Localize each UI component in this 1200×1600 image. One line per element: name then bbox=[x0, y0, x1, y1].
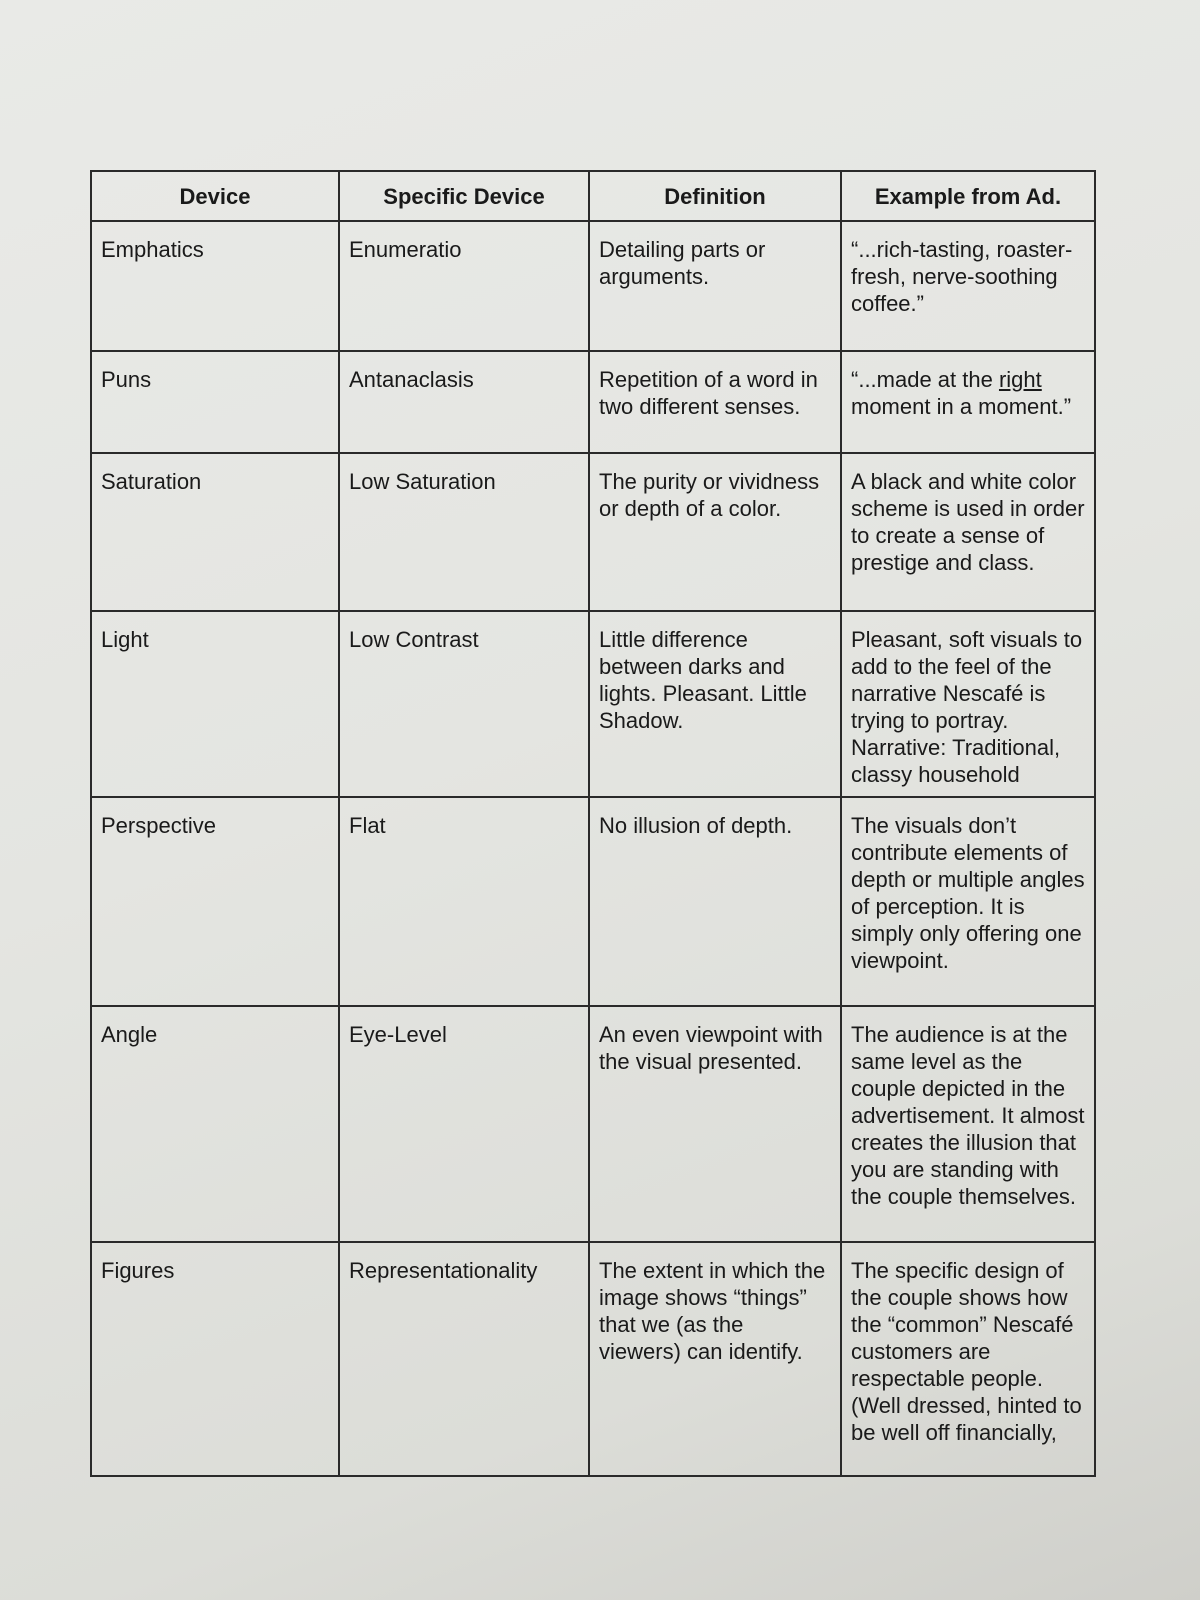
header-example: Example from Ad. bbox=[841, 171, 1095, 221]
table-row bbox=[91, 453, 1095, 611]
example-cell: The visuals don’t contribute elements of depth or multiple angles of perception. It is simply only offering one viewpoint. bbox=[841, 797, 1095, 1006]
device-cell: Light bbox=[91, 611, 339, 797]
definition-cell: An even viewpoint with the visual presented. bbox=[589, 1006, 841, 1242]
definition-cell: Detailing parts or arguments. bbox=[589, 221, 841, 351]
table-row bbox=[91, 221, 1095, 351]
underlined-word: right bbox=[998, 367, 1042, 392]
specific-device-cell: Low Saturation bbox=[339, 453, 589, 611]
device-cell: Puns bbox=[91, 351, 339, 453]
example-text-after: moment in a moment.” bbox=[851, 394, 1072, 419]
definition-cell: Little difference between darks and lights. Pleasant. Little Shadow. bbox=[589, 611, 841, 797]
example-cell: The audience is at the same level as the couple depicted in the advertisement. It almost creates the illusion that you are standing with the couple themselves. bbox=[841, 1006, 1095, 1242]
rhetorical-devices-table bbox=[90, 170, 1096, 1477]
table-row bbox=[91, 797, 1095, 1006]
header-specific-device: Specific Device bbox=[339, 171, 589, 221]
example-cell: A black and white color scheme is used in order to create a sense of prestige and class. bbox=[841, 453, 1095, 611]
table-row bbox=[91, 1006, 1095, 1242]
definition-cell: Repetition of a word in two different senses. bbox=[589, 351, 841, 453]
specific-device-cell: Low Contrast bbox=[339, 611, 589, 797]
table-header-row bbox=[91, 171, 1095, 221]
definition-cell: No illusion of depth. bbox=[589, 797, 841, 1006]
device-cell: Saturation bbox=[91, 453, 339, 611]
example-cell bbox=[841, 351, 1095, 453]
device-cell: Perspective bbox=[91, 797, 339, 1006]
example-cell: The specific design of the couple shows how the “common” Nescafé customers are respectable people. (Well dressed, hinted to be well off financially, bbox=[841, 1242, 1095, 1476]
specific-device-cell: Representationality bbox=[339, 1242, 589, 1476]
device-cell: Figures bbox=[91, 1242, 339, 1476]
specific-device-cell: Enumeratio bbox=[339, 221, 589, 351]
specific-device-cell: Flat bbox=[339, 797, 589, 1006]
header-device: Device bbox=[91, 171, 339, 221]
example-cell: Pleasant, soft visuals to add to the feel of the narrative Nescafé is trying to portray. Narrative: Traditional, classy household bbox=[841, 611, 1095, 797]
table-row bbox=[91, 351, 1095, 453]
definition-cell: The extent in which the image shows “things” that we (as the viewers) can identify. bbox=[589, 1242, 841, 1476]
specific-device-cell: Antanaclasis bbox=[339, 351, 589, 453]
table-row bbox=[91, 611, 1095, 797]
specific-device-cell: Eye-Level bbox=[339, 1006, 589, 1242]
device-cell: Emphatics bbox=[91, 221, 339, 351]
definition-cell: The purity or vividness or depth of a color. bbox=[589, 453, 841, 611]
example-cell: “...rich-tasting, roaster-fresh, nerve-soothing coffee.” bbox=[841, 221, 1095, 351]
device-cell: Angle bbox=[91, 1006, 339, 1242]
table-row bbox=[91, 1242, 1095, 1476]
example-text-before: “...made at the bbox=[851, 367, 999, 392]
header-definition: Definition bbox=[589, 171, 841, 221]
